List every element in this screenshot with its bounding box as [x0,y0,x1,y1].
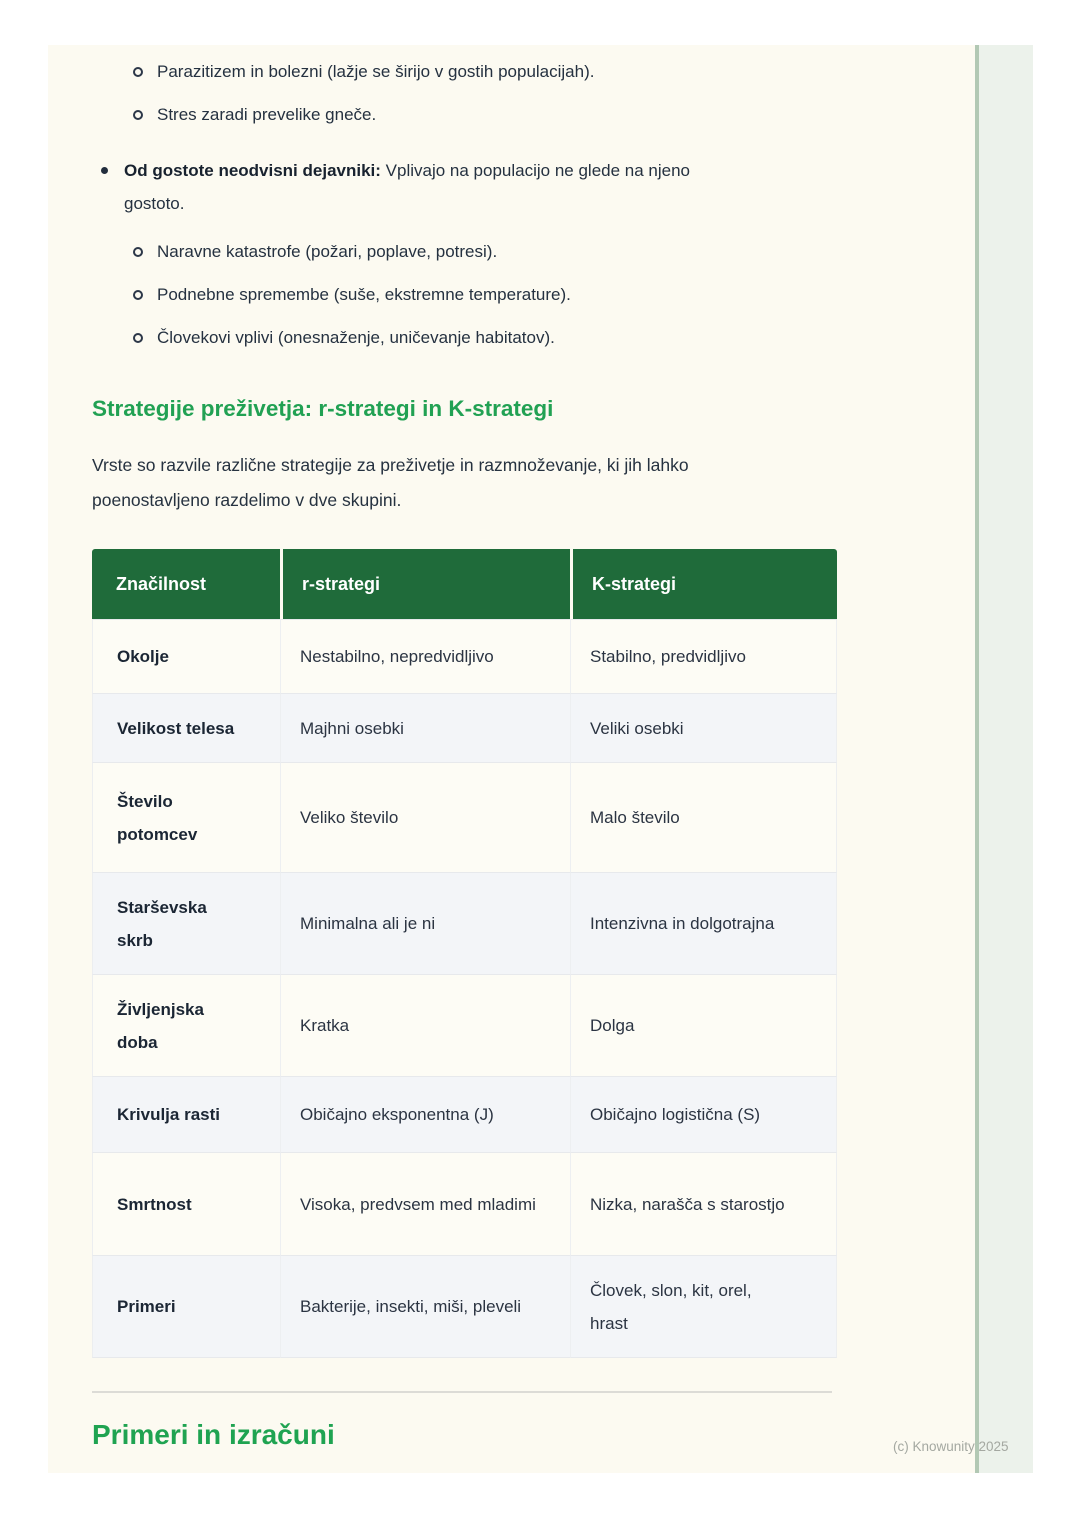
k-strategist-cell: Nizka, narašča s starostjo [570,1152,837,1255]
k-strategist-cell: Malo število [570,762,837,872]
row-label-cell: Krivulja rasti [92,1076,280,1152]
list-item-text: Podnebne spremembe (suše, ekstremne temperature). [157,285,571,304]
table-row [92,693,837,762]
intro-paragraph [92,448,837,518]
circle-bullet-icon [133,333,143,343]
row-label-cell: Primeri [92,1255,280,1358]
list-item [92,282,837,308]
intro-line: Vrste so razvile različne strategije za preživetje in razmnoževanje, ki jih lahko [92,455,689,475]
list-item-text: Človekovi vplivi (onesnaženje, uničevanje habitatov). [157,328,555,347]
list-item-text: Naravne katastrofe (požari, poplave, potresi). [157,242,498,261]
table-row [92,762,837,872]
r-strategist-cell: Bakterije, insekti, miši, pleveli [280,1255,570,1358]
table-header-cell: K-strategi [570,549,837,619]
k-strategist-cell: Veliki osebki [570,693,837,762]
intro-line: poenostavljeno razdelimo v dve skupini. [92,490,402,510]
circle-bullet-icon [133,290,143,300]
table-header-row [92,549,837,619]
r-strategist-cell: Običajno eksponentna (J) [280,1076,570,1152]
table-row [92,1255,837,1358]
list-item-text: Vplivajo na populacijo ne glede na njeno [380,161,691,180]
r-strategist-cell: Nestabilno, nepredvidljivo [280,619,570,693]
list-item [92,59,837,85]
strategies-comparison-table [92,549,837,1358]
r-strategist-cell: Visoka, predvsem med mladimi [280,1152,570,1255]
r-strategist-cell: Majhni osebki [280,693,570,762]
table-header-cell: r-strategi [280,549,570,619]
row-label-cell: Smrtnost [92,1152,280,1255]
row-label-cell: Starševska skrb [92,872,280,974]
list-item [92,239,837,265]
row-label-cell: Število potomcev [92,762,280,872]
notes-sheet [48,45,977,1473]
page-heading: Primeri in izračuni [92,1419,335,1450]
section-heading: Strategije preživetja: r-strategi in K-strategi [92,396,554,421]
r-strategist-cell: Kratka [280,974,570,1076]
circle-bullet-icon [133,110,143,120]
table-row [92,872,837,974]
disc-bullet-icon [101,167,108,174]
r-strategist-cell: Veliko število [280,762,570,872]
k-strategist-cell: Dolga [570,974,837,1076]
list-item [92,325,837,351]
k-strategist-cell: Človek, slon, kit, orel, hrast [570,1255,837,1358]
density-independent-item [92,154,837,220]
circle-bullet-icon [133,67,143,77]
page-edge-panel [975,45,1033,1473]
r-strategist-cell: Minimalna ali je ni [280,872,570,974]
table-row [92,974,837,1076]
density-dependent-sublist [92,59,837,128]
table-row [92,619,837,693]
list-item [92,102,837,128]
k-strategist-cell: Običajno logistična (S) [570,1076,837,1152]
k-strategist-cell: Intenzivna in dolgotrajna [570,872,837,974]
list-item-text: Stres zaradi prevelike gneče. [157,105,377,124]
list-item-text: gostoto. [124,194,185,213]
copyright-watermark: (c) Knowunity 2025 [893,1439,1009,1454]
section-divider [92,1391,832,1393]
row-label-cell: Okolje [92,619,280,693]
row-label-cell: Življenjska doba [92,974,280,1076]
k-strategist-cell: Stabilno, predvidljivo [570,619,837,693]
list-item-bold-lead: Od gostote neodvisni dejavniki: [124,161,381,180]
table-row [92,1076,837,1152]
circle-bullet-icon [133,247,143,257]
table-header-cell: Značilnost [92,549,280,619]
row-label-cell: Velikost telesa [92,693,280,762]
list-item-text: Parazitizem in bolezni (lažje se širijo v gostih populacijah). [157,62,595,81]
density-independent-sublist [92,239,837,351]
table-row [92,1152,837,1255]
notes-content [92,45,837,1455]
